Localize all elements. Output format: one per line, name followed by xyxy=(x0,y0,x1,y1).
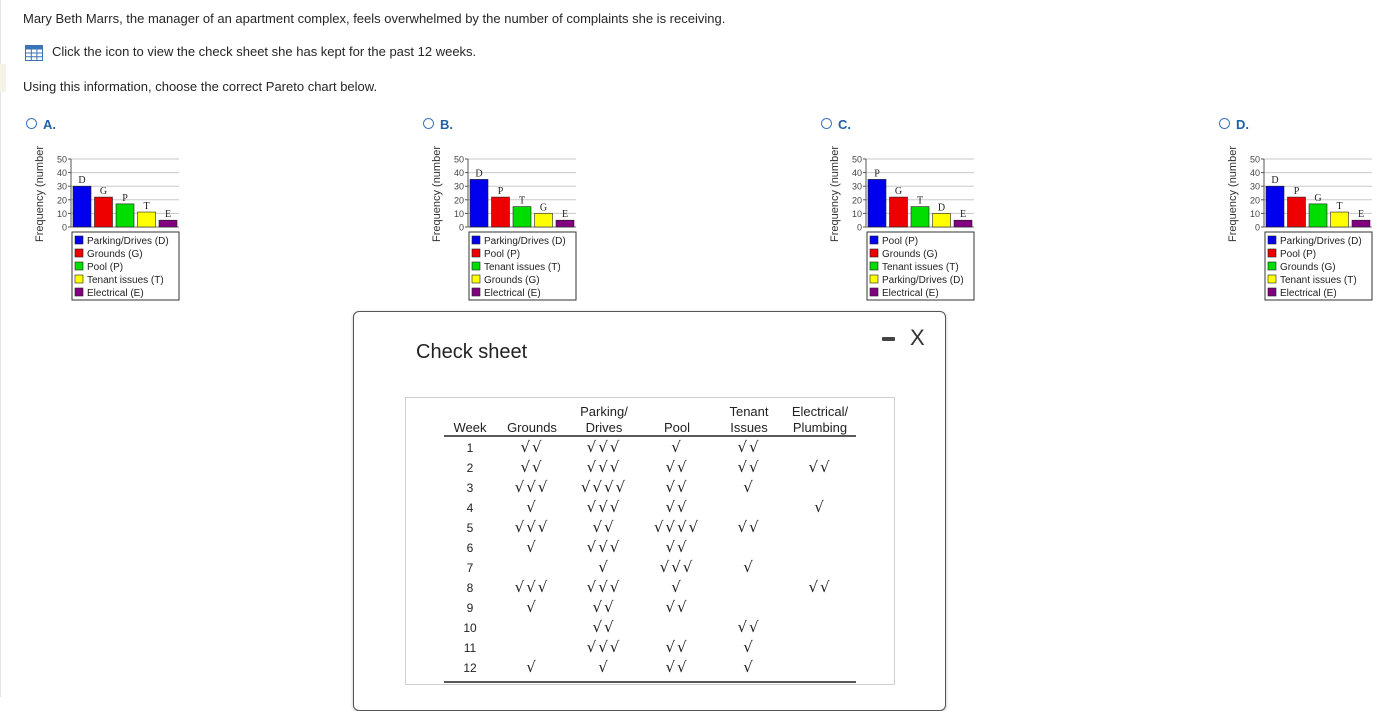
y-tick-label: 40 xyxy=(851,168,862,179)
legend-swatch xyxy=(870,275,878,283)
column-header: Pool xyxy=(663,420,691,435)
legend-swatch xyxy=(1268,288,1276,296)
bar xyxy=(933,213,951,227)
y-tick-label: 50 xyxy=(1249,154,1260,165)
legend-swatch xyxy=(472,288,480,296)
bar xyxy=(73,186,91,227)
bar xyxy=(535,213,553,227)
legend-swatch xyxy=(75,288,83,296)
left-divider xyxy=(0,0,1,697)
choose-instruction: Using this information, choose the correct Pareto chart below. xyxy=(23,79,378,94)
legend-entry: Pool (P) xyxy=(484,249,521,260)
bar-label: P xyxy=(874,168,880,180)
legend-entry: Tenant issues (T) xyxy=(882,262,959,273)
pareto-chart xyxy=(26,134,196,304)
icon-instruction: Click the icon to view the check sheet she has kept for the past 12 weeks. xyxy=(52,44,477,59)
column-header: Tenant xyxy=(729,404,769,419)
legend-entry: Pool (P) xyxy=(87,262,124,273)
legend-entry: Parking/Drives (D) xyxy=(882,275,964,286)
legend-swatch xyxy=(75,249,83,257)
bar xyxy=(513,207,531,227)
column-header: Plumbing xyxy=(792,420,848,435)
bar-label: G xyxy=(539,202,548,214)
legend-swatch xyxy=(1268,249,1276,257)
tally-marks: √ xyxy=(814,498,826,516)
legend-swatch xyxy=(870,262,878,270)
legend-entry: Grounds (G) xyxy=(484,275,540,286)
tally-marks: √ xyxy=(671,578,683,596)
legend-swatch xyxy=(870,236,878,244)
tally-marks: √√ xyxy=(665,598,689,616)
column-header: Parking/ xyxy=(580,404,628,419)
tally-marks: √√ xyxy=(808,458,832,476)
radio-button[interactable] xyxy=(26,118,37,129)
option-a[interactable] xyxy=(26,116,196,306)
bar xyxy=(138,212,156,227)
option-label: C. xyxy=(838,117,851,132)
y-tick-label: 40 xyxy=(453,168,464,179)
y-tick-label: 10 xyxy=(56,208,67,219)
tally-marks: √√ xyxy=(665,498,689,516)
legend-entry: Pool (P) xyxy=(882,236,919,247)
radio-button[interactable] xyxy=(821,118,832,129)
legend-entry: Parking/Drives (D) xyxy=(1280,236,1362,247)
bar-label: E xyxy=(1357,209,1365,221)
tally-marks: √ xyxy=(526,598,538,616)
y-tick-label: 30 xyxy=(56,181,67,192)
tally-marks: √√√ xyxy=(514,518,550,536)
bar-label: E xyxy=(561,209,569,221)
bar xyxy=(1309,204,1327,227)
week-number: 6 xyxy=(466,541,474,555)
tally-marks: √ xyxy=(526,538,538,556)
legend-entry: Electrical (E) xyxy=(882,288,939,299)
pareto-chart xyxy=(423,134,593,304)
legend-swatch xyxy=(472,249,480,257)
tally-marks: √√ xyxy=(592,518,616,536)
legend-entry: Grounds (G) xyxy=(1280,262,1336,273)
pareto-chart xyxy=(1219,134,1389,304)
bar-label: T xyxy=(143,201,150,213)
column-header: Drives xyxy=(585,420,623,435)
week-number: 12 xyxy=(463,661,477,675)
tally-marks: √√√ xyxy=(586,458,622,476)
legend-entry: Electrical (E) xyxy=(1280,288,1337,299)
y-tick-label: 40 xyxy=(56,168,67,179)
y-tick-label: 20 xyxy=(1249,195,1260,206)
bar-label: D xyxy=(1271,175,1279,187)
legend-entry: Tenant issues (T) xyxy=(484,262,561,273)
legend-entry: Pool (P) xyxy=(1280,249,1317,260)
tally-marks: √√√ xyxy=(514,478,550,496)
column-header: Electrical/ xyxy=(791,404,849,419)
tally-marks: √√√√ xyxy=(580,478,628,496)
check-sheet-table xyxy=(405,397,895,685)
tally-marks: √√√ xyxy=(586,438,622,456)
tally-marks: √√ xyxy=(520,438,544,456)
tally-marks: √√ xyxy=(665,538,689,556)
bar xyxy=(556,220,574,227)
option-label: D. xyxy=(1236,117,1249,132)
tally-marks: √√ xyxy=(665,658,689,676)
tally-marks: √ xyxy=(598,558,610,576)
y-tick-label: 40 xyxy=(1249,168,1260,179)
option-c[interactable] xyxy=(821,116,991,306)
bar xyxy=(470,179,488,227)
week-number: 8 xyxy=(466,581,474,595)
legend-swatch xyxy=(472,275,480,283)
bar-label: P xyxy=(1293,186,1300,198)
bar-label: P xyxy=(122,192,128,204)
bar-label: D xyxy=(937,202,946,214)
legend-swatch xyxy=(1268,236,1276,244)
minimize-icon xyxy=(882,337,895,341)
y-axis-label: Frequency (number xyxy=(431,146,443,242)
bar-label: G xyxy=(1314,192,1322,204)
legend-entry: Tenant issues (T) xyxy=(1280,275,1357,286)
tally-marks: √√√√ xyxy=(653,518,701,536)
legend-swatch xyxy=(472,262,480,270)
tally-marks: √√ xyxy=(737,518,761,536)
bar xyxy=(95,197,113,227)
bar-label: T xyxy=(916,195,924,207)
tally-marks: √ xyxy=(743,558,755,576)
y-axis-label: Frequency (number xyxy=(1227,146,1239,242)
y-tick-label: 0 xyxy=(856,222,862,233)
option-d[interactable] xyxy=(1219,116,1389,306)
minimize-button[interactable] xyxy=(882,337,896,345)
y-tick-label: 10 xyxy=(453,208,464,219)
tally-marks: √√ xyxy=(520,458,544,476)
y-tick-label: 50 xyxy=(453,154,464,165)
bar xyxy=(492,197,510,227)
bar-label: E xyxy=(959,209,967,221)
bar-label: T xyxy=(518,195,526,207)
y-tick-label: 0 xyxy=(1254,222,1260,233)
tally-marks: √√√ xyxy=(586,538,622,556)
y-tick-label: 0 xyxy=(61,222,67,233)
week-number: 10 xyxy=(463,621,477,635)
bar xyxy=(1352,220,1370,227)
bar-label: T xyxy=(1336,201,1343,213)
option-label: B. xyxy=(440,117,453,132)
tally-marks: √ xyxy=(598,658,610,676)
legend-swatch xyxy=(75,275,83,283)
bar-label: E xyxy=(164,209,172,221)
check-sheet-dialog xyxy=(353,311,946,711)
legend-swatch xyxy=(75,236,83,244)
bar-label: G xyxy=(99,186,108,198)
bar xyxy=(159,220,177,227)
legend-swatch xyxy=(870,249,878,257)
week-number: 5 xyxy=(466,521,474,535)
left-panel-tab xyxy=(0,64,6,92)
bar xyxy=(890,197,908,227)
tally-marks: √ xyxy=(671,438,683,456)
legend-swatch xyxy=(870,288,878,296)
bar xyxy=(1288,197,1306,227)
legend-entry: Tenant issues (T) xyxy=(87,275,164,286)
bar xyxy=(868,179,886,227)
bar xyxy=(1266,186,1284,227)
week-number: 9 xyxy=(466,601,474,615)
radio-button[interactable] xyxy=(423,118,434,129)
y-axis-label: Frequency (number xyxy=(34,146,46,242)
tally-marks: √√ xyxy=(808,578,832,596)
legend-entry: Electrical (E) xyxy=(87,288,144,299)
tally-marks: √√√ xyxy=(586,498,622,516)
y-tick-label: 50 xyxy=(56,154,67,165)
week-number: 1 xyxy=(466,441,474,455)
tally-marks: √ xyxy=(526,498,538,516)
tally-marks: √ xyxy=(743,638,755,656)
legend-swatch xyxy=(1268,262,1276,270)
week-number: 4 xyxy=(466,501,474,515)
tally-marks: √√ xyxy=(665,638,689,656)
column-header: Issues xyxy=(730,420,768,435)
tally-marks: √√ xyxy=(665,478,689,496)
bar-label: G xyxy=(894,186,903,198)
tally-marks: √√ xyxy=(737,618,761,636)
tally-marks: √√ xyxy=(592,618,616,636)
bar xyxy=(911,207,929,227)
tally-marks: √ xyxy=(526,658,538,676)
column-header: Grounds xyxy=(507,420,557,435)
tally-marks: √√ xyxy=(737,438,761,456)
tally-marks: √√√ xyxy=(514,578,550,596)
y-tick-label: 30 xyxy=(453,181,464,192)
legend-swatch xyxy=(472,236,480,244)
table-icon[interactable] xyxy=(25,45,43,61)
option-label: A. xyxy=(43,117,56,132)
column-header: Week xyxy=(453,420,487,435)
y-tick-label: 20 xyxy=(56,195,67,206)
bar xyxy=(954,220,972,227)
y-tick-label: 20 xyxy=(453,195,464,206)
legend-entry: Electrical (E) xyxy=(484,288,541,299)
y-tick-label: 50 xyxy=(851,154,862,165)
legend-swatch xyxy=(1268,275,1276,283)
dialog-title: Check sheet xyxy=(416,341,528,363)
bar-label: D xyxy=(475,168,483,180)
tally-marks: √√√ xyxy=(586,578,622,596)
week-number: 3 xyxy=(466,481,474,495)
question-intro: Mary Beth Marrs, the manager of an apartment complex, feels overwhelmed by the number of complaints she is receiving. xyxy=(23,11,726,26)
legend-entry: Grounds (G) xyxy=(87,249,143,260)
week-number: 11 xyxy=(463,641,477,655)
close-button[interactable]: X xyxy=(910,325,925,350)
y-tick-label: 0 xyxy=(458,222,464,233)
tally-marks: √√ xyxy=(592,598,616,616)
pareto-chart xyxy=(821,134,991,304)
tally-marks: √√√ xyxy=(586,638,622,656)
week-number: 2 xyxy=(466,461,474,475)
tally-marks: √√√ xyxy=(659,558,695,576)
y-tick-label: 10 xyxy=(1249,208,1260,219)
bar xyxy=(116,204,134,227)
tally-marks: √ xyxy=(743,658,755,676)
legend-swatch xyxy=(75,262,83,270)
option-b[interactable] xyxy=(423,116,593,306)
radio-button[interactable] xyxy=(1219,118,1230,129)
bar xyxy=(1331,212,1349,227)
legend-entry: Parking/Drives (D) xyxy=(484,236,566,247)
y-tick-label: 20 xyxy=(851,195,862,206)
week-number: 7 xyxy=(466,561,474,575)
tally-marks: √√ xyxy=(665,458,689,476)
bar-label: D xyxy=(78,175,86,187)
y-tick-label: 30 xyxy=(1249,181,1260,192)
y-tick-label: 10 xyxy=(851,208,862,219)
y-axis-label: Frequency (number xyxy=(829,146,841,242)
legend-entry: Grounds (G) xyxy=(882,249,938,260)
bar-label: P xyxy=(497,186,504,198)
legend-entry: Parking/Drives (D) xyxy=(87,236,169,247)
check-sheet xyxy=(406,398,896,686)
y-tick-label: 30 xyxy=(851,181,862,192)
tally-marks: √√ xyxy=(737,458,761,476)
tally-marks: √ xyxy=(743,478,755,496)
